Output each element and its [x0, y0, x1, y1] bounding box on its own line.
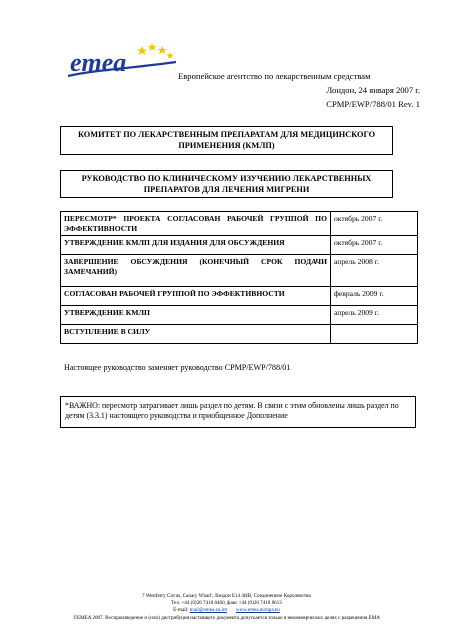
table-row	[61, 255, 418, 287]
date-cell: февраль 2009 г.	[331, 287, 418, 306]
step-cell: ПЕРЕСМОТР* ПРОЕКТА СОГЛАСОВАН РАБОЧЕЙ ГРУППОЙ ПО ЭФФЕКТИВНОСТИ	[61, 212, 331, 236]
footer-website-link[interactable]: www.emea.europa.eu	[235, 607, 280, 614]
document-reference: CPMP/EWP/788/01 Rev. 1	[326, 99, 420, 109]
star-icon	[137, 46, 147, 55]
table-row	[61, 287, 418, 306]
footer-contacts	[0, 607, 453, 614]
star-icon	[158, 46, 167, 54]
footer-address: 7 Westferry Circus, Canary Wharf, Лондон E14 4HB, Соединенное Королевство	[141, 593, 312, 599]
star-icon	[166, 52, 174, 59]
date-cell	[331, 325, 418, 344]
table-row	[61, 306, 418, 325]
important-note: *ВАЖНО: пересмотр затрагивает лишь раздел по детям. В связи с этим обновлены лишь раздел по детям (3.3.1) настоящего руководства и приобщенное Дополнение	[65, 401, 399, 420]
logo-text: emea	[70, 48, 127, 77]
step-cell: ВСТУПЛЕНИЕ В СИЛУ	[61, 325, 331, 344]
footer	[0, 593, 453, 622]
date-cell: октябрь 2007 г.	[331, 236, 418, 255]
guideline-title-box	[60, 170, 393, 198]
date-cell: апрель 2008 г.	[331, 255, 418, 287]
date-cell: апрель 2009 г.	[331, 306, 418, 325]
replaces-statement: Настоящее руководство заменяет руководство CPMP/EWP/788/01	[64, 363, 291, 372]
step-cell: УТВЕРЖДЕНИЕ КМЛП ДЛЯ ИЗДАНИЯ ДЛЯ ОБСУЖДЕНИЯ	[61, 236, 331, 255]
committee-title: КОМИТЕТ ПО ЛЕКАРСТВЕННЫМ ПРЕПАРАТАМ ДЛЯ МЕДИЦИНСКОГО ПРИМЕНЕНИЯ (КМЛП)	[77, 130, 376, 150]
emea-logo	[64, 40, 184, 82]
footer-email-label: E-mail:	[173, 607, 189, 614]
emea-logo-graphic	[64, 40, 184, 82]
important-note-box	[60, 396, 416, 428]
table-row	[61, 236, 418, 255]
logo-stars	[137, 43, 174, 59]
document-date: Лондон, 24 января 2007 г.	[326, 85, 420, 95]
guideline-title: РУКОВОДСТВО ПО КЛИНИЧЕСКОМУ ИЗУЧЕНИЮ ЛЕКАРСТВЕННЫХ ПРЕПАРАТОВ ДЛЯ ЛЕЧЕНИЯ МИГРЕНИ	[81, 174, 372, 194]
footer-phone: Тел. +44 (0)20 7418 8400, факс +44 (0)20 7418 8613	[171, 600, 282, 607]
step-cell: СОГЛАСОВАН РАБОЧЕЙ ГРУППОЙ ПО ЭФФЕКТИВНОСТИ	[61, 287, 331, 306]
status-table	[60, 211, 418, 344]
table-row	[61, 325, 418, 344]
step-cell: ЗАВЕРШЕНИЕ ОБСУЖДЕНИЯ (КОНЕЧНЫЙ СРОК ПОДАЧИ ЗАМЕЧАНИЙ)	[61, 255, 331, 287]
footer-email-link[interactable]: mail@emea.eu.int	[189, 607, 227, 614]
agency-name: Европейское агентство по лекарственным средствам	[178, 71, 371, 81]
table-row	[61, 212, 418, 236]
committee-title-box	[60, 126, 393, 155]
star-icon	[148, 43, 157, 51]
date-cell: октябрь 2007 г.	[331, 212, 418, 236]
footer-copyright: ©EMEA 2007. Воспроизведение и (или) дистрибуция настоящего документа допускается только в некоммерческих целях с разрешения EMA	[73, 614, 380, 621]
step-cell: УТВЕРЖДЕНИЕ КМЛП	[61, 306, 331, 325]
